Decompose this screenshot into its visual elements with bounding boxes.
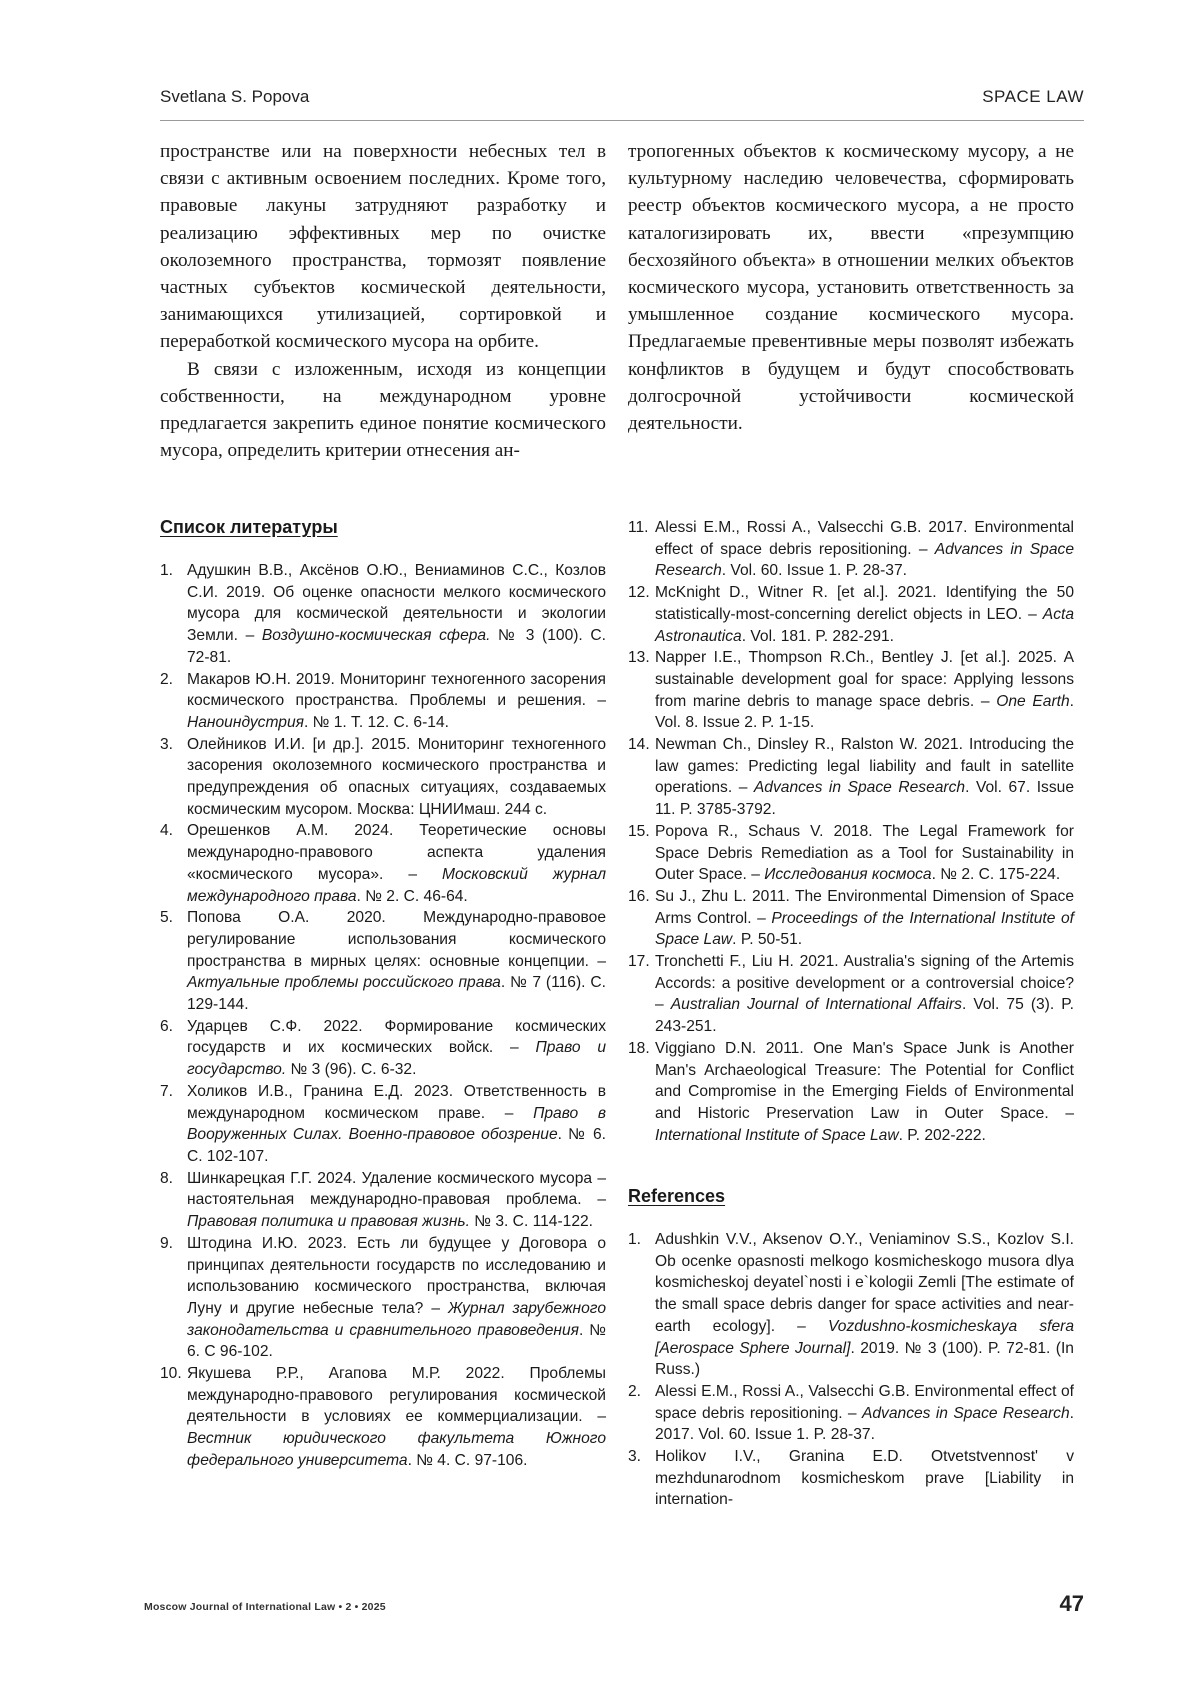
reference-source: Вестник юридического факультета Южного федерального университета (187, 1430, 606, 1469)
reference-number: 12. (628, 584, 650, 602)
reference-number: 6. (160, 1017, 174, 1035)
reference-list (160, 560, 606, 1472)
reference-details: . № 2. С. 175-224. (931, 866, 1061, 884)
reference-source: Acta Astronautica (655, 605, 1074, 645)
reference-source: Журнал зарубежного законодательства и сравнительного правоведения (187, 1299, 606, 1339)
reference-number: 10. (160, 1365, 182, 1383)
reference-item (628, 1229, 1074, 1381)
references-ru-right (628, 517, 1074, 1146)
reference-text: Орешенков А.М. 2024. Теоретические основы международно-правового аспекта удаления «космического мусора». – (187, 822, 606, 883)
reference-text: Su J., Zhu L. 2011. The Environmental Dimension of Space Arms Control. – (655, 887, 1074, 927)
reference-number: 13. (628, 649, 650, 667)
reference-item (160, 907, 606, 1016)
reference-number: 1. (628, 1231, 642, 1248)
reference-source: International Institute of Space Law (655, 1126, 899, 1144)
reference-number: 8. (160, 1169, 174, 1187)
reference-number: 14. (628, 736, 650, 754)
reference-item (160, 1081, 606, 1168)
reference-item (628, 886, 1074, 951)
reference-source: Исследования космоса (764, 866, 932, 884)
reference-details: . P. 50-51. (732, 931, 803, 949)
reference-number: 7. (160, 1082, 174, 1100)
reference-item (628, 582, 1074, 647)
reference-text: Макаров Ю.Н. 2019. Мониторинг техногенного засорения космического пространства. Проблемы и решения. – (187, 670, 606, 710)
reference-text: Adushkin V.V., Aksenov O.Y., Veniaminov S.S., Kozlov S.I. Ob ocenke opasnosti melkogo kosmicheskogo musora dlya kosmicheskoj deyatel`nosti i e`kologii Zemli [The estimate of the small space debris danger for space activities and near-earth ecology]. – (655, 1231, 1074, 1335)
reference-details: . 2019. № 3 (100). P. 72-81. (In Russ.) (655, 1339, 1074, 1379)
body-column-left (160, 138, 606, 464)
reference-item (160, 820, 606, 907)
reference-text: Alessi E.M., Rossi A., Valsecchi G.B. 2017. Environmental effect of space debris repositioning. – (655, 519, 1074, 558)
reference-text: Viggiano D.N. 2011. One Man's Space Junk is Another Man's Archaeological Treasure: The Potential for Conflict and Compromise in the Emerging Fields of Environmental and Historic Preservation Law in Outer Space. – (655, 1039, 1074, 1122)
reference-source: Правовая политика и правовая жизнь. (187, 1213, 470, 1231)
reference-source: Vozdushno-kosmicheskaya sfera [Aerospace Sphere Journal] (655, 1317, 1074, 1357)
reference-text: Олейников И.И. [и др.]. 2015. Мониторинг техногенного засорения околоземного космического пространства и предупреждения об опасных ситуациях, создаваемых космическим мусором. Москва: ЦНИИмаш. 244 с. (187, 735, 606, 818)
reference-source: Proceedings of the International Institute of Space Law (655, 909, 1074, 949)
references-en (628, 1186, 1074, 1511)
reference-number: 4. (160, 822, 174, 840)
reference-item (628, 734, 1074, 821)
reference-text: Napper I.E., Thompson R.Ch., Bentley J. [et al.]. 2025. A sustainable development goal for space: Applying lessons from marine debris to manage space debris. – (655, 649, 1074, 710)
reference-number: 5. (160, 909, 174, 927)
reference-number: 2. (628, 1382, 642, 1400)
reference-list (628, 517, 1074, 1146)
references-ru-left (160, 517, 606, 1472)
body-paragraph: пространстве или на поверхности небесных тел в связи с активным освоением последних. Кроме того, правовые лакуны затрудняют разработку и реализацию эффективных мер по очистке околоземного пространства, тормозят появление частных субъектов космической деятельности, занимающихся утилизацией, сортировкой и переработкой космического мусора на орбите. (160, 141, 606, 353)
reference-item (628, 1446, 1074, 1511)
reference-item (160, 669, 606, 734)
reference-number: 18. (628, 1039, 650, 1057)
body-column-right (628, 138, 1074, 437)
reference-text: Tronchetti F., Liu H. 2021. Australia's signing of the Artemis Accords: a positive development or a controversial choice? – (655, 953, 1074, 1014)
reference-text: Alessi E.M., Rossi A., Valsecchi G.B. Environmental effect of space debris repositioning. – (655, 1382, 1074, 1422)
reference-details: . Vol. 75 (3). P. 243-251. (655, 996, 1074, 1036)
reference-details: . Vol. 181. P. 282-291. (741, 627, 894, 645)
reference-details: . Vol. 8. Issue 2. P. 1-15. (655, 692, 1075, 732)
reference-details: . 2017. Vol. 60. Issue 1. P. 28-37. (655, 1404, 1074, 1444)
reference-text: Ударцев С.Ф. 2022. Формирование космических государств и их космических войск. – (187, 1017, 606, 1057)
reference-source: Advances in Space Research (861, 1404, 1070, 1422)
reference-text: Шинкарецкая Г.Г. 2024. Удаление космического мусора – настоятельная международно-правовая проблема. – (187, 1169, 606, 1209)
reference-item (628, 821, 1074, 886)
reference-source: Advances in Space Research (753, 779, 966, 797)
reference-details: . № 1. Т. 12. С. 6-14. (303, 713, 449, 731)
reference-details: . № 6. С 96-102. (187, 1321, 606, 1361)
reference-source: Наноиндустрия (187, 713, 304, 731)
reference-item (628, 517, 1074, 582)
footer-journal-title: Moscow Journal of International Law • 2 • 2025 (144, 1601, 386, 1613)
reference-text: Попова О.А. 2020. Международно-правовое регулирование использования космического пространства в мирных целях: основные концепции. – (187, 909, 606, 970)
reference-text: Newman Ch., Dinsley R., Ralston W. 2021. Introducing the law games: Predicting legal liability and fault in satellite operations. – (655, 736, 1074, 797)
page-number: 47 (1059, 1591, 1084, 1616)
reference-source: Australian Journal of International Affairs (670, 996, 962, 1014)
reference-text: Popova R., Schaus V. 2018. The Legal Framework for Space Debris Remediation as a Tool for Sustainability in Outer Space. – (655, 822, 1074, 884)
reference-text: Адушкин В.В., Аксёнов О.Ю., Вениаминов С.С., Козлов С.И. 2019. Об оценке опасности мелкого космического мусора для космической деятельности и экологии Земли. – (187, 562, 606, 645)
reference-source: One Earth (996, 692, 1070, 710)
reference-item (160, 560, 606, 669)
reference-list (628, 1229, 1074, 1511)
reference-item (160, 1168, 606, 1233)
reference-item (628, 951, 1074, 1038)
reference-number: 11. (628, 519, 649, 536)
reference-details: . № 4. С. 97-106. (407, 1451, 528, 1469)
reference-details: № 3. С. 114-122. (469, 1213, 594, 1231)
reference-text: Якушева Р.Р., Агапова М.Р. 2022. Проблемы международно-правового регулирования космической деятельности в условиях ее коммерциализации. – (187, 1365, 606, 1426)
reference-details: . № 2. С. 46-64. (356, 887, 468, 905)
reference-item (160, 1233, 606, 1363)
reference-source: Актуальные проблемы российского права (187, 974, 501, 992)
references-ru-heading: Список литературы (160, 517, 338, 537)
reference-item (160, 1016, 606, 1081)
body-paragraph: тропогенных объектов к космическому мусору, а не культурному наследию человечества, сформировать реестр объектов космического мусора, а не просто каталогизировать их, ввести «презумпцию бесхозяйного объекта» в отношении мелких объектов космического мусора, установить ответственность за умышленное создание космического мусора. Предлагаемые превентивные меры позволят избежать конфликтов в будущем и будут способствовать долгосрочной устойчивости космической деятельности. (628, 141, 1074, 435)
reference-details: . P. 202-222. (898, 1126, 986, 1144)
reference-details: . № 6. С. 102-107. (187, 1126, 606, 1165)
reference-text: McKnight D., Witner R. [et al.]. 2021. Identifying the 50 statistically-most-concerning derelict objects in LEO. – (655, 584, 1074, 623)
reference-item (160, 1363, 606, 1472)
reference-number: 9. (160, 1234, 174, 1252)
reference-source: Право и государство. (187, 1039, 606, 1079)
reference-text: Холиков И.В., Гранина Е.Д. 2023. Ответственность в международном космическом праве. – (187, 1082, 606, 1122)
reference-source: Московский журнал международного права (187, 865, 606, 905)
reference-source: Право в Вооруженных Силах. Военно-правовое обозрение (187, 1104, 606, 1144)
reference-text: Holikov I.V., Granina E.D. Otvetstvennost' v mezhdunarodnom kosmicheskom prave [Liability in internation- (655, 1448, 1074, 1509)
references-en-heading: References (628, 1186, 726, 1206)
reference-details: . Vol. 67. Issue 11. P. 3785-3792. (655, 779, 1074, 819)
reference-item (160, 734, 606, 821)
reference-details: № 3 (100). С. 72-81. (187, 627, 606, 666)
reference-details: № 3 (96). С. 6-32. (286, 1061, 417, 1079)
reference-number: 15. (628, 822, 650, 840)
header-divider (160, 120, 1084, 121)
reference-number: 3. (160, 735, 174, 753)
running-head-section: SPACE LAW (982, 87, 1084, 106)
reference-number: 16. (628, 887, 650, 905)
reference-item (628, 647, 1074, 734)
reference-number: 2. (160, 670, 174, 688)
reference-item (628, 1381, 1074, 1446)
reference-item (628, 1038, 1074, 1147)
reference-number: 1. (160, 562, 174, 579)
reference-number: 3. (628, 1448, 642, 1466)
reference-source: Advances in Space Research (655, 540, 1074, 580)
body-paragraph: В связи с изложенным, исходя из концепции собственности, на международном уровне предлагается закрепить единое понятие космического мусора, определить критерии отнесения ан- (160, 358, 606, 462)
running-head-author: Svetlana S. Popova (160, 87, 310, 106)
reference-details: . Vol. 60. Issue 1. P. 28-37. (721, 562, 907, 580)
reference-details: . № 7 (116). С. 129-144. (187, 974, 606, 1014)
reference-text: Штодина И.Ю. 2023. Есть ли будущее у Договора о принципах деятельности государств по исследованию и использованию космического пространства, включая Луну и другие небесные тела? – (187, 1234, 606, 1317)
reference-number: 17. (628, 953, 650, 971)
reference-source: Воздушно-космическая сфера. (261, 627, 491, 645)
